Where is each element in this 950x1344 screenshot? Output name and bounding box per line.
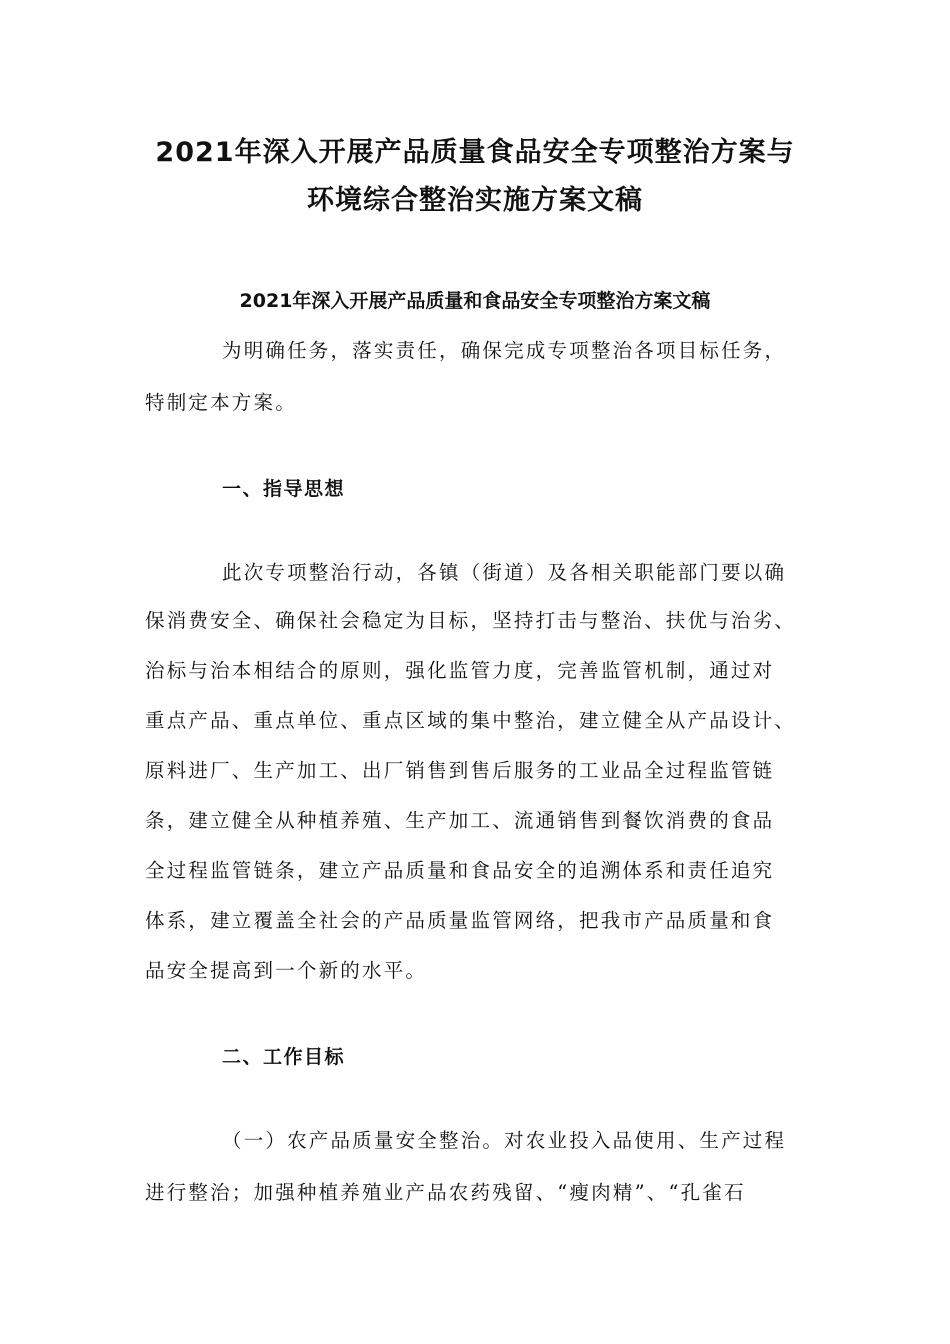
section2-line-2: 进行整治；加强种植养殖业产品农药残留、“瘦肉精”、“孔雀石 bbox=[145, 1181, 746, 1204]
intro-line-1: 为明确任务，落实责任，确保完成专项整治各项目标任务， bbox=[222, 339, 787, 362]
section1-line-9: 品安全提高到一个新的水平。 bbox=[145, 959, 428, 982]
section2-heading: 二、工作目标 bbox=[222, 1046, 346, 1068]
section1-heading: 一、指导思想 bbox=[222, 478, 346, 500]
document-title-line-1: 2021年深入开展产品质量食品安全专项整治方案与 bbox=[155, 137, 795, 168]
section1-line-8: 体系，建立覆盖全社会的产品质量监管网络，把我市产品质量和食 bbox=[145, 909, 775, 932]
section1-line-3: 治标与治本相结合的原则，强化监管力度，完善监管机制，通过对 bbox=[145, 659, 775, 682]
section2-line-1: （一）农产品质量安全整治。对农业投入品使用、生产过程 bbox=[222, 1129, 787, 1152]
section1-line-2: 保消费安全、确保社会稳定为目标，坚持打击与整治、扶优与治劣、 bbox=[145, 609, 797, 632]
document-subtitle: 2021年深入开展产品质量和食品安全专项整治方案文稿 bbox=[239, 290, 711, 312]
section1-line-4: 重点产品、重点单位、重点区域的集中整治，建立健全从产品设计、 bbox=[145, 709, 797, 732]
section1-line-7: 全过程监管链条，建立产品质量和食品安全的追溯体系和责任追究 bbox=[145, 859, 775, 882]
section1-line-6: 条，建立健全从种植养殖、生产加工、流通销售到餐饮消费的食品 bbox=[145, 809, 775, 832]
section1-line-5: 原料进厂、生产加工、出厂销售到售后服务的工业品全过程监管链 bbox=[145, 759, 775, 782]
intro-line-2: 特制定本方案。 bbox=[145, 391, 297, 414]
section1-line-1: 此次专项整治行动，各镇（街道）及各相关职能部门要以确 bbox=[222, 561, 787, 584]
document-title-line-2: 环境综合整治实施方案文稿 bbox=[307, 185, 643, 216]
